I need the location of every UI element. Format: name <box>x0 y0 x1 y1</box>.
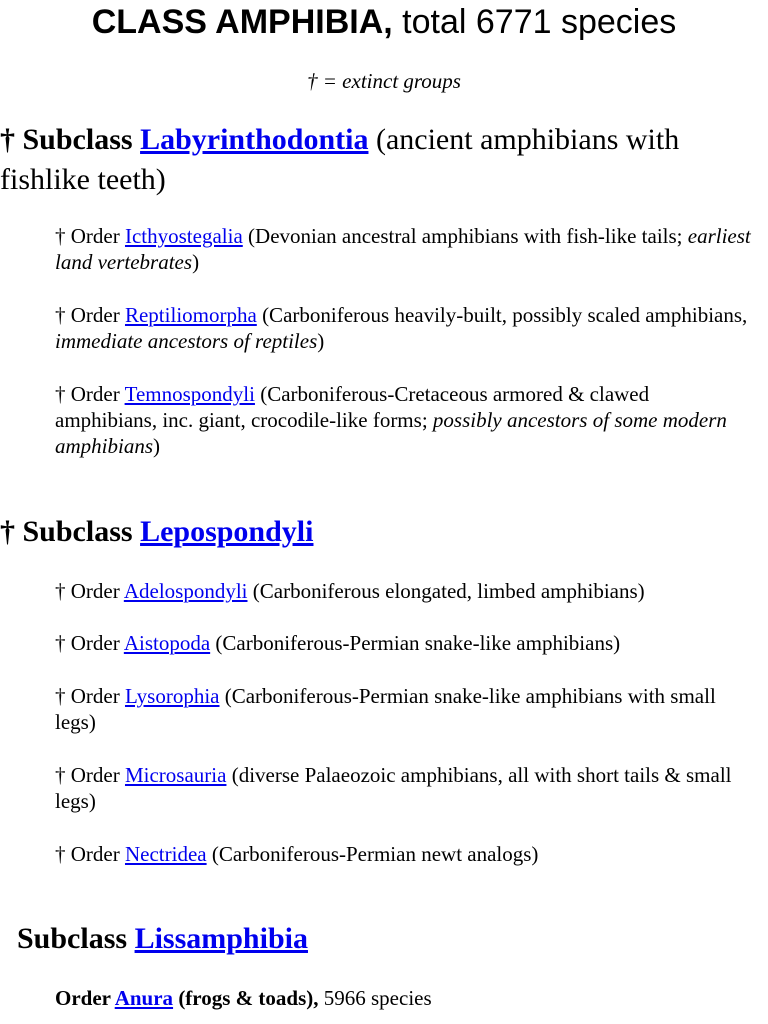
order-desc: (Carboniferous-Permian snake-like amphibians) <box>210 631 621 655</box>
subclass-prefix: † Subclass <box>0 123 141 156</box>
order-prefix: † Order <box>55 763 125 787</box>
order-link-aistopoda[interactable]: Aistopoda <box>123 631 211 655</box>
order-desc: (Carboniferous-Permian newt analogs) <box>206 842 539 866</box>
subclass-labyrinthodontia <box>0 120 768 200</box>
order-link-reptiliomorpha[interactable]: Reptiliomorpha <box>124 303 257 327</box>
order-icthyostegalia <box>55 223 755 275</box>
title-rest: total 6771 species <box>392 3 677 41</box>
extinct-note: † = extinct groups <box>307 69 461 93</box>
order-desc: (Carboniferous heavily-built, possibly scaled amphibians, <box>256 303 748 327</box>
subclass-desc: (ancient amphibians with fishlike teeth) <box>0 123 680 196</box>
order-anura <box>55 985 755 1011</box>
order-desc: (diverse Palaeozoic amphibians, all with short tails & small legs) <box>55 763 732 813</box>
subclass-prefix: † Subclass <box>0 515 141 548</box>
order-prefix: † Order <box>55 303 125 327</box>
order-close: ) <box>153 434 161 458</box>
order-nectridea <box>55 841 755 867</box>
order-note: possibly ancestors of some modern amphibians <box>55 408 727 458</box>
order-link-icthyostegalia[interactable]: Icthyostegalia <box>124 224 243 248</box>
order-link-adelospondyli[interactable]: Adelospondyli <box>123 579 248 603</box>
order-link-anura[interactable]: Anura <box>114 986 174 1010</box>
subclass-lissamphibia <box>17 919 757 959</box>
order-prefix: † Order <box>55 631 124 655</box>
order-prefix: † Order <box>55 579 124 603</box>
order-note: earliest land vertebrates <box>55 224 751 274</box>
order-desc: (Devonian ancestral amphibians with fish-like tails; <box>242 224 688 248</box>
order-close: ) <box>317 329 325 353</box>
order-prefix: Order <box>55 986 115 1010</box>
order-close: ) <box>192 250 200 274</box>
order-link-nectridea[interactable]: Nectridea <box>124 842 207 866</box>
order-prefix: † Order <box>55 382 125 406</box>
order-link-lysorophia[interactable]: Lysorophia <box>124 684 220 708</box>
order-desc: (Carboniferous-Cretaceous armored & clawed amphibians, inc. giant, crocodile-like forms; <box>55 382 650 432</box>
subclass-link-lissamphibia[interactable]: Lissamphibia <box>134 922 308 955</box>
order-temnospondyli <box>55 381 755 459</box>
order-lysorophia <box>55 683 755 735</box>
order-adelospondyli <box>55 578 755 604</box>
order-prefix: † Order <box>55 224 125 248</box>
order-desc: (Carboniferous-Permian snake-like amphibians with small legs) <box>55 684 716 734</box>
page-title <box>0 2 768 42</box>
order-link-microsauria[interactable]: Microsauria <box>124 763 227 787</box>
order-prefix: † Order <box>55 684 125 708</box>
order-note: immediate ancestors of reptiles <box>55 329 318 353</box>
order-aistopoda <box>55 630 755 656</box>
subclass-lepospondyli <box>0 512 768 552</box>
order-prefix: † Order <box>55 842 125 866</box>
subclass-link-labyrinthodontia[interactable]: Labyrinthodontia <box>140 123 369 156</box>
order-desc: (frogs & toads), <box>173 986 319 1010</box>
subclass-link-lepospondyli[interactable]: Lepospondyli <box>140 515 314 548</box>
species-count: 5966 species <box>318 986 432 1010</box>
title-bold: CLASS AMPHIBIA, <box>91 3 393 41</box>
subclass-prefix: Subclass <box>17 922 135 955</box>
order-reptiliomorpha <box>55 302 755 354</box>
order-link-temnospondyli[interactable]: Temnospondyli <box>124 382 255 406</box>
order-microsauria <box>55 762 755 814</box>
order-desc: (Carboniferous elongated, limbed amphibians) <box>247 579 645 603</box>
